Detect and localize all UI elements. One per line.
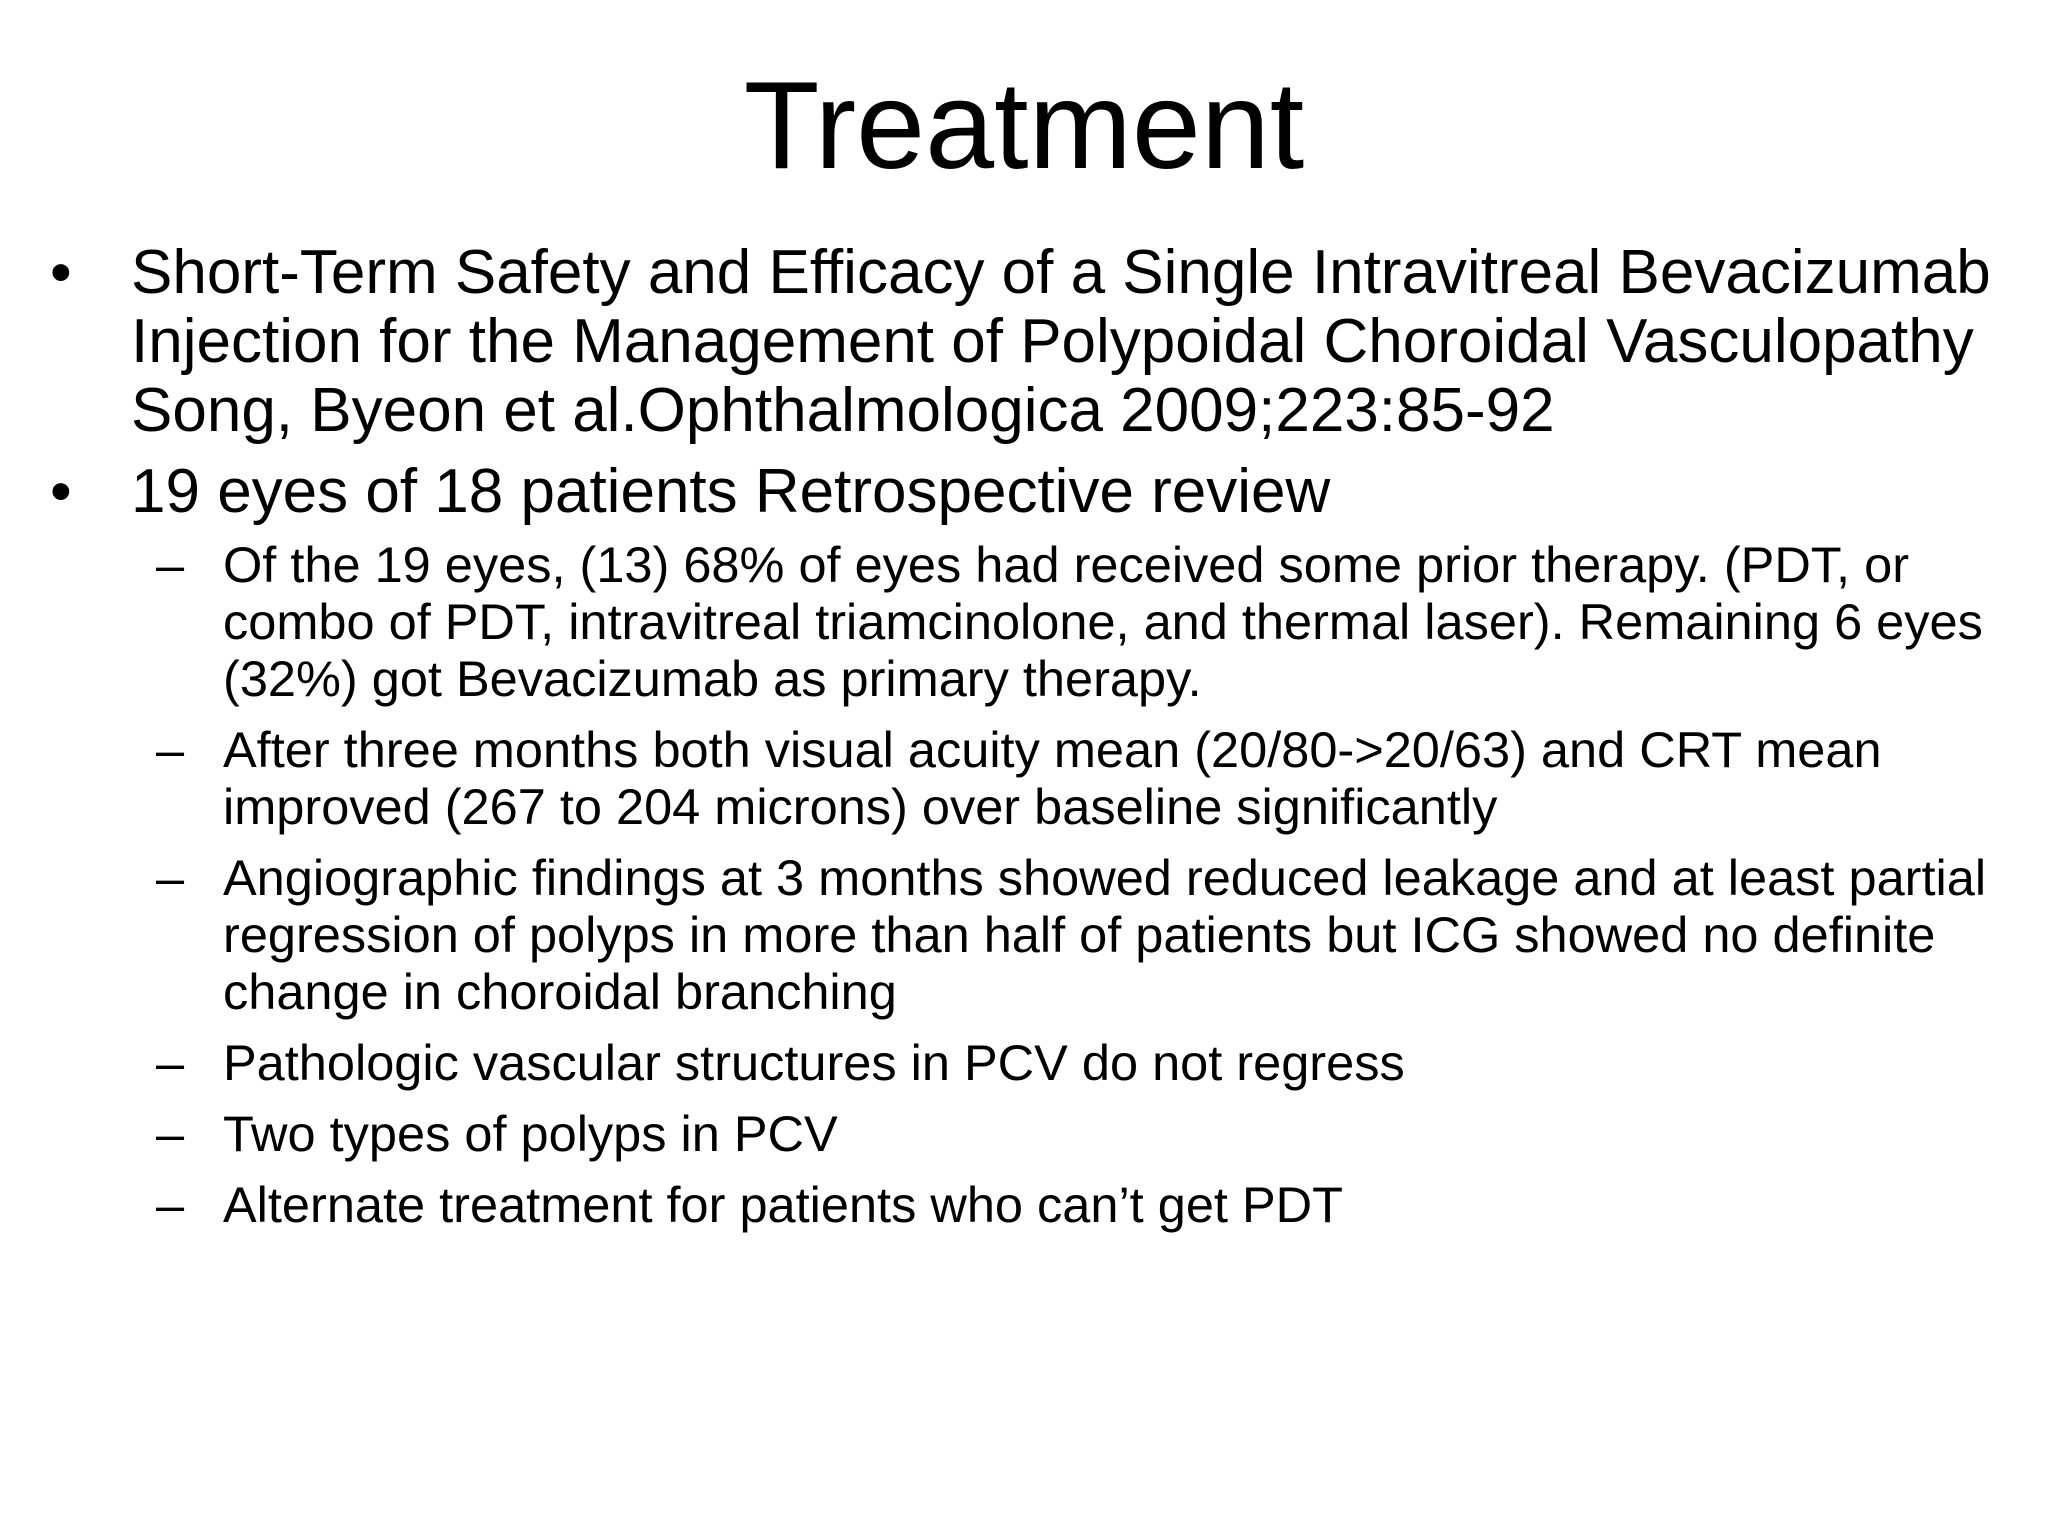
dash-marker: – (156, 1176, 185, 1233)
dash-marker: – (156, 1105, 185, 1162)
bullet-marker: • (50, 238, 72, 307)
dash-marker: – (156, 1034, 185, 1091)
bullet-item (0, 457, 1991, 526)
sub-bullet-item (0, 1034, 2023, 1091)
sub-bullet-text: Angiographic findings at 3 months showed reduced leakage and at least partial regression of polyps in more than half of patients but ICG showed no definite change in choroidal branching (223, 849, 1987, 1020)
dash-marker: – (156, 721, 185, 778)
sub-bullet-item (0, 1176, 2023, 1233)
sub-bullet-text: Pathologic vascular structures in PCV do not regress (223, 1034, 1405, 1091)
bullet-text: 19 eyes of 18 patients Retrospective review (131, 457, 1331, 526)
slide-content (0, 238, 2048, 1247)
sub-bullet-item (0, 536, 2023, 707)
sub-bullet-item (0, 849, 2023, 1020)
bullet-item (0, 238, 1991, 445)
sub-bullet-text: Two types of polyps in PCV (223, 1105, 838, 1162)
sub-bullet-item (0, 721, 2023, 835)
sub-bullet-text: After three months both visual acuity mean (20/80->20/63) and CRT mean improved (267 to 204 microns) over baseline significantly (223, 721, 1882, 835)
dash-marker: – (156, 849, 185, 906)
bullet-marker: • (50, 457, 72, 526)
sub-bullet-item (0, 1105, 2023, 1162)
bullet-text: Short-Term Safety and Efficacy of a Single Intravitreal Bevacizumab Injection for the Management of Polypoidal Choroidal Vasculopathy Song, Byeon et al.Ophthalmologica 2009;223:85-92 (131, 238, 1991, 445)
sub-bullet-text: Of the 19 eyes, (13) 68% of eyes had received some prior therapy. (PDT, or combo of PDT, intravitreal triamcinolone, and thermal laser). Remaining 6 eyes (32%) got Bevacizumab as primary therapy. (223, 536, 1983, 707)
dash-marker: – (156, 536, 185, 593)
sub-bullet-text: Alternate treatment for patients who can’t get PDT (223, 1176, 1343, 1233)
slide-title: Treatment (743, 57, 1305, 195)
